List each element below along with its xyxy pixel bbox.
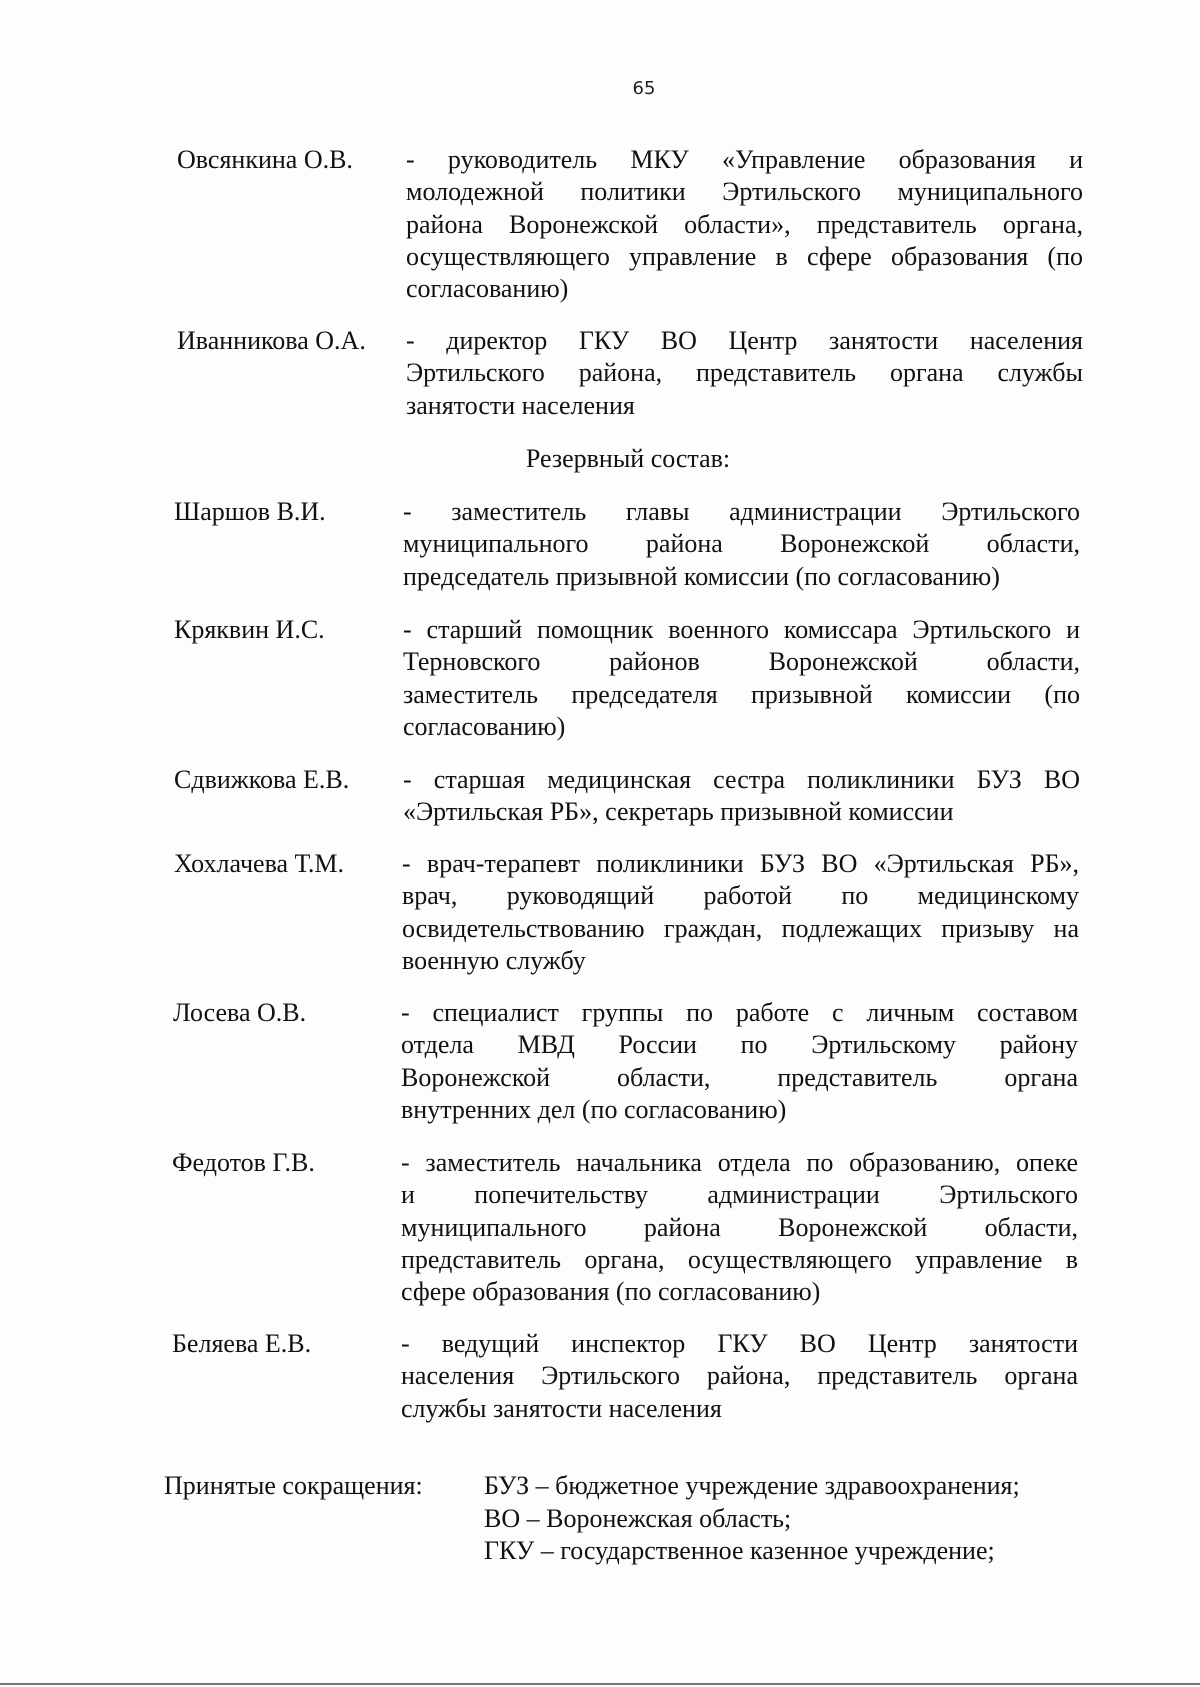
description-line: согласованию) — [406, 274, 569, 304]
member-name: Иванникова О.А. — [177, 326, 366, 355]
reserve-member-name: Сдвижкова Е.В. — [174, 765, 350, 794]
abbreviation-item: БУЗ – бюджетное учреждение здравоохранения; — [484, 1471, 1020, 1500]
abbreviations-list — [484, 1470, 1084, 1568]
reserve-member-description — [403, 614, 1080, 743]
description-line: - специалист группы по работе с личным составом — [401, 998, 1078, 1027]
description-line: и попечительству администрации Эртильского — [401, 1180, 1078, 1210]
description-line: - заместитель начальника отдела по образованию, опеке — [401, 1148, 1078, 1177]
reserve-heading: Резервный состав: — [525, 444, 731, 473]
description-line: «Эртильская РБ», секретарь призывной комиссии — [403, 797, 954, 827]
description-line: населения Эртильского района, представитель органа — [401, 1361, 1078, 1391]
abbreviation-item: ГКУ – государственное казенное учреждение; — [484, 1536, 995, 1565]
description-line: Терновского районов Воронежской области, — [403, 647, 1080, 677]
reserve-member-description — [403, 764, 1080, 829]
description-line: - ведущий инспектор ГКУ ВО Центр занятости — [401, 1329, 1078, 1358]
description-line: - руководитель МКУ «Управление образования и — [406, 145, 1083, 174]
description-line: представитель органа, осуществляющего управление в — [401, 1244, 1078, 1274]
description-line: сфере образования (по согласованию) — [401, 1277, 821, 1307]
reserve-member-name: Лосева О.В. — [173, 998, 307, 1027]
description-line: Эртильского района, представитель органа службы — [406, 358, 1083, 388]
description-line: председатель призывной комиссии (по согласованию) — [403, 561, 1000, 591]
reserve-member-name: Хохлачева Т.М. — [174, 849, 344, 878]
page-number: 65 — [632, 78, 656, 99]
description-line: осуществляющего управление в сфере образования (по — [406, 241, 1083, 271]
description-line: муниципального района Воронежской области, — [403, 529, 1080, 559]
abbreviation-item: ВО – Воронежская область; — [484, 1503, 792, 1533]
description-line: врач, руководящий работой по медицинскому — [402, 881, 1079, 911]
description-line: занятости населения — [406, 390, 635, 420]
description-line: муниципального района Воронежской области, — [401, 1212, 1078, 1242]
description-line: согласованию) — [403, 711, 566, 741]
member-name: Овсянкина О.В. — [177, 145, 353, 174]
reserve-member-description — [402, 848, 1079, 977]
reserve-member-description — [401, 1328, 1078, 1425]
page-bottom-rule — [0, 1683, 1200, 1685]
description-line: - заместитель главы администрации Эртильского — [403, 497, 1080, 526]
description-line: внутренних дел (по согласованию) — [401, 1094, 787, 1124]
description-line: освидетельствованию граждан, подлежащих призыву на — [402, 913, 1079, 943]
description-line: - директор ГКУ ВО Центр занятости населения — [406, 326, 1083, 355]
description-line: отдела МВД России по Эртильскому району — [401, 1030, 1078, 1060]
reserve-member-description — [401, 1147, 1078, 1308]
description-line: - старшая медицинская сестра поликлиники БУЗ ВО — [403, 765, 1080, 794]
description-line: района Воронежской области», представитель органа, — [406, 209, 1083, 239]
member-description — [406, 144, 1083, 305]
reserve-member-name: Федотов Г.В. — [172, 1148, 315, 1177]
reserve-member-name: Кряквин И.С. — [174, 615, 325, 644]
description-line: - старший помощник военного комиссара Эртильского и — [403, 615, 1080, 644]
description-line: военную службу — [402, 945, 586, 975]
reserve-member-description — [403, 496, 1080, 593]
abbreviations-label: Принятые сокращения: — [164, 1471, 423, 1500]
reserve-member-name: Беляева Е.В. — [172, 1329, 312, 1358]
description-line: Воронежской области, представитель органа — [401, 1062, 1078, 1092]
description-line: - врач-терапевт поликлиники БУЗ ВО «Эртильская РБ», — [402, 849, 1079, 878]
description-line: службы занятости населения — [401, 1393, 722, 1423]
member-description — [406, 325, 1083, 422]
description-line: молодежной политики Эртильского муниципального — [406, 177, 1083, 207]
reserve-member-name: Шаршов В.И. — [174, 497, 326, 526]
description-line: заместитель председателя призывной комиссии (по — [403, 679, 1080, 709]
reserve-member-description — [401, 997, 1078, 1126]
